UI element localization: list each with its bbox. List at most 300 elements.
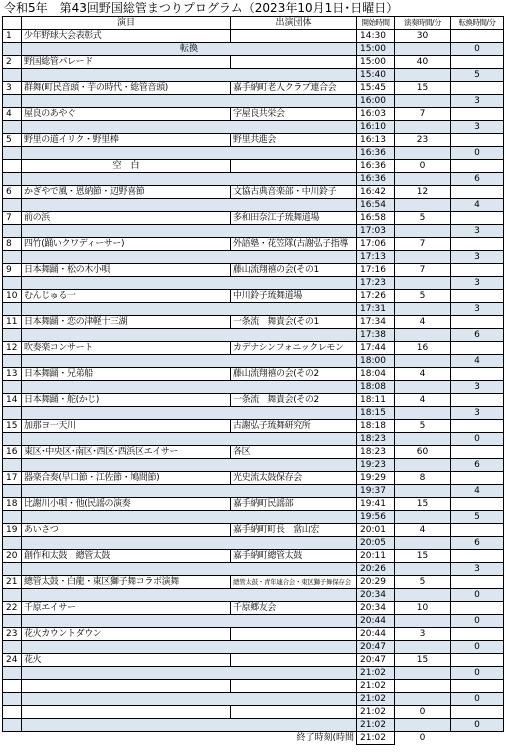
start-time: 18:11 [357,394,395,407]
row-no: 24 [3,654,22,667]
row-no: 16 [3,446,22,459]
duration: 5 [395,290,451,303]
duration: 0 [395,706,451,719]
transition-minutes [451,576,504,589]
performer-name: 一条流 舞貴会(その2 [231,394,357,407]
row-no: 11 [3,316,22,329]
transition-label [22,641,357,654]
transition-minutes: 0 [451,719,504,732]
performer-name [231,56,357,69]
start-time: 17:26 [357,290,395,303]
transition-minutes [451,342,504,355]
duration: 4 [395,524,451,537]
row-no: 14 [3,394,22,407]
program-name: 野里の道イリク・野里棒 [22,134,231,147]
start-time: 18:04 [357,368,395,381]
row-no [3,433,22,446]
program-row [3,186,504,199]
duration [395,303,451,316]
row-no [3,589,22,602]
row-no: 13 [3,368,22,381]
performer-name: 外語塾・花笠隊(古謝弘子指導 [231,238,357,251]
row-no [3,693,22,706]
performer-name [231,706,357,719]
start-time: 17:16 [357,264,395,277]
program-name: 東区･中央区･南区･西区･西浜区エイサー [22,446,231,459]
program-name: 創作和太鼓 總管太鼓 [22,550,231,563]
duration: 7 [395,108,451,121]
start-time: 18:15 [357,407,395,420]
duration [395,485,451,498]
performer-name: 藤山流翔禧の会(その1 [231,264,357,277]
duration: 7 [395,264,451,277]
program-name: 千原エイサー [22,602,231,615]
start-time: 18:08 [357,381,395,394]
transition-label [22,589,357,602]
row-no [3,160,22,173]
transition-label [22,199,357,212]
start-time: 20:26 [357,563,395,576]
transition-minutes [451,316,504,329]
program-row [3,264,504,277]
duration [395,511,451,524]
duration [395,693,451,706]
row-no: 3 [3,82,22,95]
program-row [3,394,504,407]
start-time: 16:03 [357,108,395,121]
end-time: 21:02 [357,732,395,745]
header-no [3,17,22,30]
transition-minutes [451,238,504,251]
start-time: 20:44 [357,628,395,641]
row-no: 2 [3,56,22,69]
row-no [3,329,22,342]
performer-name: 文協古典音楽部・中川鈴子 [231,186,357,199]
transition-minutes: 3 [451,277,504,290]
program-name: 日本舞踊・舵(かじ) [22,394,231,407]
program-name: 花火 [22,654,231,667]
duration [395,563,451,576]
row-no [3,485,22,498]
end-time-value: 0 [395,732,451,745]
transition-minutes: 0 [451,589,504,602]
transition-label [22,69,357,82]
start-time: 19:37 [357,485,395,498]
start-time: 17:13 [357,251,395,264]
start-time: 17:34 [357,316,395,329]
transition-minutes: 3 [451,251,504,264]
transition-minutes: 6 [451,329,504,342]
start-time: 16:00 [357,95,395,108]
end-time-row [3,732,504,745]
transition-minutes: 5 [451,69,504,82]
duration [395,589,451,602]
transition-minutes [451,56,504,69]
header-performer: 出演団体 [231,17,357,30]
row-no: 21 [3,576,22,589]
program-row [3,654,504,667]
row-no [3,563,22,576]
transition-row [3,511,504,524]
start-time: 17:03 [357,225,395,238]
duration: 10 [395,602,451,615]
performer-name: 嘉手納町老人クラブ連合会 [231,82,357,95]
start-time: 20:47 [357,654,395,667]
row-no [3,147,22,160]
transition-minutes [451,420,504,433]
start-time: 16:36 [357,173,395,186]
transition-minutes: 4 [451,485,504,498]
program-name: 野国総管パレード [22,56,231,69]
transition-minutes [451,290,504,303]
program-name: 屋良のあやぐ [22,108,231,121]
transition-minutes: 3 [451,121,504,134]
performer-name: 嘉手納町町長 當山宏 [231,524,357,537]
transition-label [22,511,357,524]
header-start: 開始時間 [357,17,395,30]
end-time-label: 終了時刻(時間 [3,732,357,745]
performer-name [231,160,357,173]
transition-minutes: 6 [451,173,504,186]
start-time: 20:11 [357,550,395,563]
program-row [3,290,504,303]
performer-name: 藤山流翔禧の会(その2 [231,368,357,381]
transition-label [22,693,357,706]
transition-minutes: 4 [451,355,504,368]
duration [395,251,451,264]
performer-name: 古謝弘子琉舞研究所 [231,420,357,433]
transition-row [3,199,504,212]
row-no [3,381,22,394]
transition-row [3,667,504,680]
transition-label [22,667,357,680]
duration: 15 [395,550,451,563]
start-time: 17:38 [357,329,395,342]
transition-label [22,615,357,628]
program-row [3,160,504,173]
row-no [3,277,22,290]
duration [395,537,451,550]
start-time: 20:01 [357,524,395,537]
duration: 4 [395,316,451,329]
program-row [3,472,504,485]
start-time: 20:47 [357,641,395,654]
performer-name [231,30,357,43]
start-time: 17:06 [357,238,395,251]
start-time: 20:34 [357,602,395,615]
transition-label [22,537,357,550]
program-row [3,342,504,355]
duration [395,199,451,212]
start-time: 21:02 [357,693,395,706]
transition-row [3,277,504,290]
duration [395,381,451,394]
row-no [3,680,22,693]
start-time: 18:18 [357,420,395,433]
program-row [3,420,504,433]
row-no [3,95,22,108]
transition-row [3,147,504,160]
transition-minutes: 0 [451,641,504,654]
row-no [3,69,22,82]
start-time: 18:00 [357,355,395,368]
duration [395,173,451,186]
duration [395,355,451,368]
performer-name: 一条流 舞貴会(その1 [231,316,357,329]
duration [395,459,451,472]
program-row [3,628,504,641]
transition-minutes [451,654,504,667]
transition-label [22,225,357,238]
duration: 7 [395,238,451,251]
transition-label [22,719,357,732]
start-time: 17:31 [357,303,395,316]
transition-label [22,329,357,342]
program-name: 器楽合奏(早口節・江佐節・鳩間節) [22,472,231,485]
program-row [3,108,504,121]
program-name: 比謝川小唄・他(民謡の演奏 [22,498,231,511]
transition-minutes [451,30,504,43]
program-row [3,212,504,225]
duration: 15 [395,498,451,511]
program-row [3,30,504,43]
performer-name: 光史流太鼓保存会 [231,472,357,485]
transition-minutes [451,368,504,381]
duration: 40 [395,56,451,69]
transition-label [22,563,357,576]
program-row [3,550,504,563]
row-no: 22 [3,602,22,615]
transition-label [22,407,357,420]
row-no [3,199,22,212]
transition-row [3,355,504,368]
transition-row [3,485,504,498]
header-transition: 転換時間/分 [451,17,504,30]
performer-name: カデナシンフォニックレモン [231,342,357,355]
program-name: むんじゅる一 [22,290,231,303]
duration [395,329,451,342]
start-time: 15:00 [357,43,395,56]
duration: 0 [395,160,451,173]
duration [395,615,451,628]
transition-minutes [451,186,504,199]
duration: 12 [395,186,451,199]
row-no: 9 [3,264,22,277]
duration: 8 [395,472,451,485]
duration: 15 [395,82,451,95]
start-time: 21:02 [357,680,395,693]
start-time: 16:58 [357,212,395,225]
row-no [3,355,22,368]
transition-row [3,563,504,576]
transition-minutes [451,212,504,225]
transition-minutes: 3 [451,225,504,238]
program-name: 加那ヨ一天川 [22,420,231,433]
transition-minutes: 6 [451,459,504,472]
transition-label [22,485,357,498]
row-no: 20 [3,550,22,563]
transition-minutes [451,550,504,563]
start-time: 18:23 [357,446,395,459]
row-no [3,43,22,56]
transition-row [3,589,504,602]
transition-label [22,121,357,134]
transition-label [22,381,357,394]
program-name: 少年野球大会表彰式 [22,30,231,43]
row-no [3,719,22,732]
transition-label: 転換 [22,43,357,56]
transition-minutes: 3 [451,407,504,420]
duration: 60 [395,446,451,459]
program-title: 令和5年 第43回野国総管まつりプログラム（2023年10月1日･日曜日） [4,1,399,15]
program-row [3,446,504,459]
start-time: 16:42 [357,186,395,199]
header-row [3,17,504,30]
transition-minutes [451,134,504,147]
start-time: 14:30 [357,30,395,43]
transition-minutes [451,628,504,641]
program-row [3,368,504,381]
start-time: 20:05 [357,537,395,550]
transition-minutes [451,108,504,121]
duration [395,433,451,446]
transition-minutes: 0 [451,667,504,680]
duration [395,407,451,420]
row-no [3,511,22,524]
duration: 23 [395,134,451,147]
program-row [3,82,504,95]
start-time: 19:56 [357,511,395,524]
start-time: 16:54 [357,199,395,212]
row-no: 19 [3,524,22,537]
row-no: 23 [3,628,22,641]
performer-name: 嘉手納町總管太鼓 [231,550,357,563]
transition-row [3,719,504,732]
start-time: 15:40 [357,69,395,82]
transition-label [22,173,357,186]
program-table [2,16,504,745]
program-row [3,680,504,693]
start-time: 21:02 [357,706,395,719]
row-no [3,251,22,264]
transition-minutes [451,498,504,511]
transition-row [3,537,504,550]
row-no [3,121,22,134]
transition-minutes [451,446,504,459]
start-time: 17:44 [357,342,395,355]
start-time: 18:23 [357,433,395,446]
transition-label [22,303,357,316]
duration: 15 [395,654,451,667]
transition-label [22,95,357,108]
row-no [3,459,22,472]
transition-minutes [451,472,504,485]
row-no: 10 [3,290,22,303]
program-row [3,134,504,147]
start-time: 16:36 [357,147,395,160]
transition-minutes: 3 [451,563,504,576]
transition-minutes [451,680,504,693]
program-name [22,680,231,693]
transition-minutes [451,524,504,537]
row-no: 6 [3,186,22,199]
duration: 4 [395,394,451,407]
performer-name [231,680,357,693]
start-time: 21:02 [357,719,395,732]
transition-row [3,121,504,134]
row-no [3,615,22,628]
header-program: 演目 [22,17,231,30]
program-row [3,602,504,615]
program-name: 日本舞踊・恋の津軽十三湖 [22,316,231,329]
transition-row [3,225,504,238]
row-no [3,303,22,316]
row-no [3,173,22,186]
performer-name: 多和田奈江子琉舞道場 [231,212,357,225]
program-name: 總管太鼓・白龍・東区獅子舞コラボ演舞 [22,576,231,589]
transition-label [22,459,357,472]
start-time: 19:23 [357,459,395,472]
duration: 4 [395,368,451,381]
transition-row [3,407,504,420]
program-name: 群舞(町民音頭・芋の時代・総管音頭) [22,82,231,95]
transition-minutes [451,160,504,173]
start-time: 19:41 [357,498,395,511]
duration [395,680,451,693]
duration: 3 [395,628,451,641]
duration: 16 [395,342,451,355]
transition-row [3,641,504,654]
performer-name: 千原郷友会 [231,602,357,615]
duration [395,641,451,654]
program-name: 吹奏楽コンサート [22,342,231,355]
performer-name: 總管太鼓・青年連合会・東区獅子舞保存会 [231,576,357,589]
row-no [3,667,22,680]
program-name: 空 白 [22,160,231,173]
transition-minutes: 0 [451,43,504,56]
transition-row [3,303,504,316]
row-no: 4 [3,108,22,121]
row-no [3,225,22,238]
performer-name: 中川鈴子琉舞道場 [231,290,357,303]
program-row [3,576,504,589]
header-duration: 演奏時間/分 [395,17,451,30]
transition-minutes [451,706,504,719]
start-time: 16:10 [357,121,395,134]
program-name: 日本舞踊・兄弟船 [22,368,231,381]
program-row [3,56,504,69]
transition-minutes: 3 [451,95,504,108]
row-no: 17 [3,472,22,485]
performer-name: 嘉手納町民謡部 [231,498,357,511]
transition-row [3,381,504,394]
performer-name [231,654,357,667]
transition-row [3,173,504,186]
duration: 5 [395,420,451,433]
duration: 5 [395,212,451,225]
transition-minutes: 4 [451,199,504,212]
start-time: 21:02 [357,667,395,680]
program-name: 花火カウントダウン [22,628,231,641]
start-time: 16:36 [357,160,395,173]
program-name: あいさつ [22,524,231,537]
transition-row [3,459,504,472]
program-row [3,524,504,537]
duration [395,667,451,680]
transition-label [22,277,357,290]
transition-minutes: 3 [451,303,504,316]
program-row [3,706,504,719]
